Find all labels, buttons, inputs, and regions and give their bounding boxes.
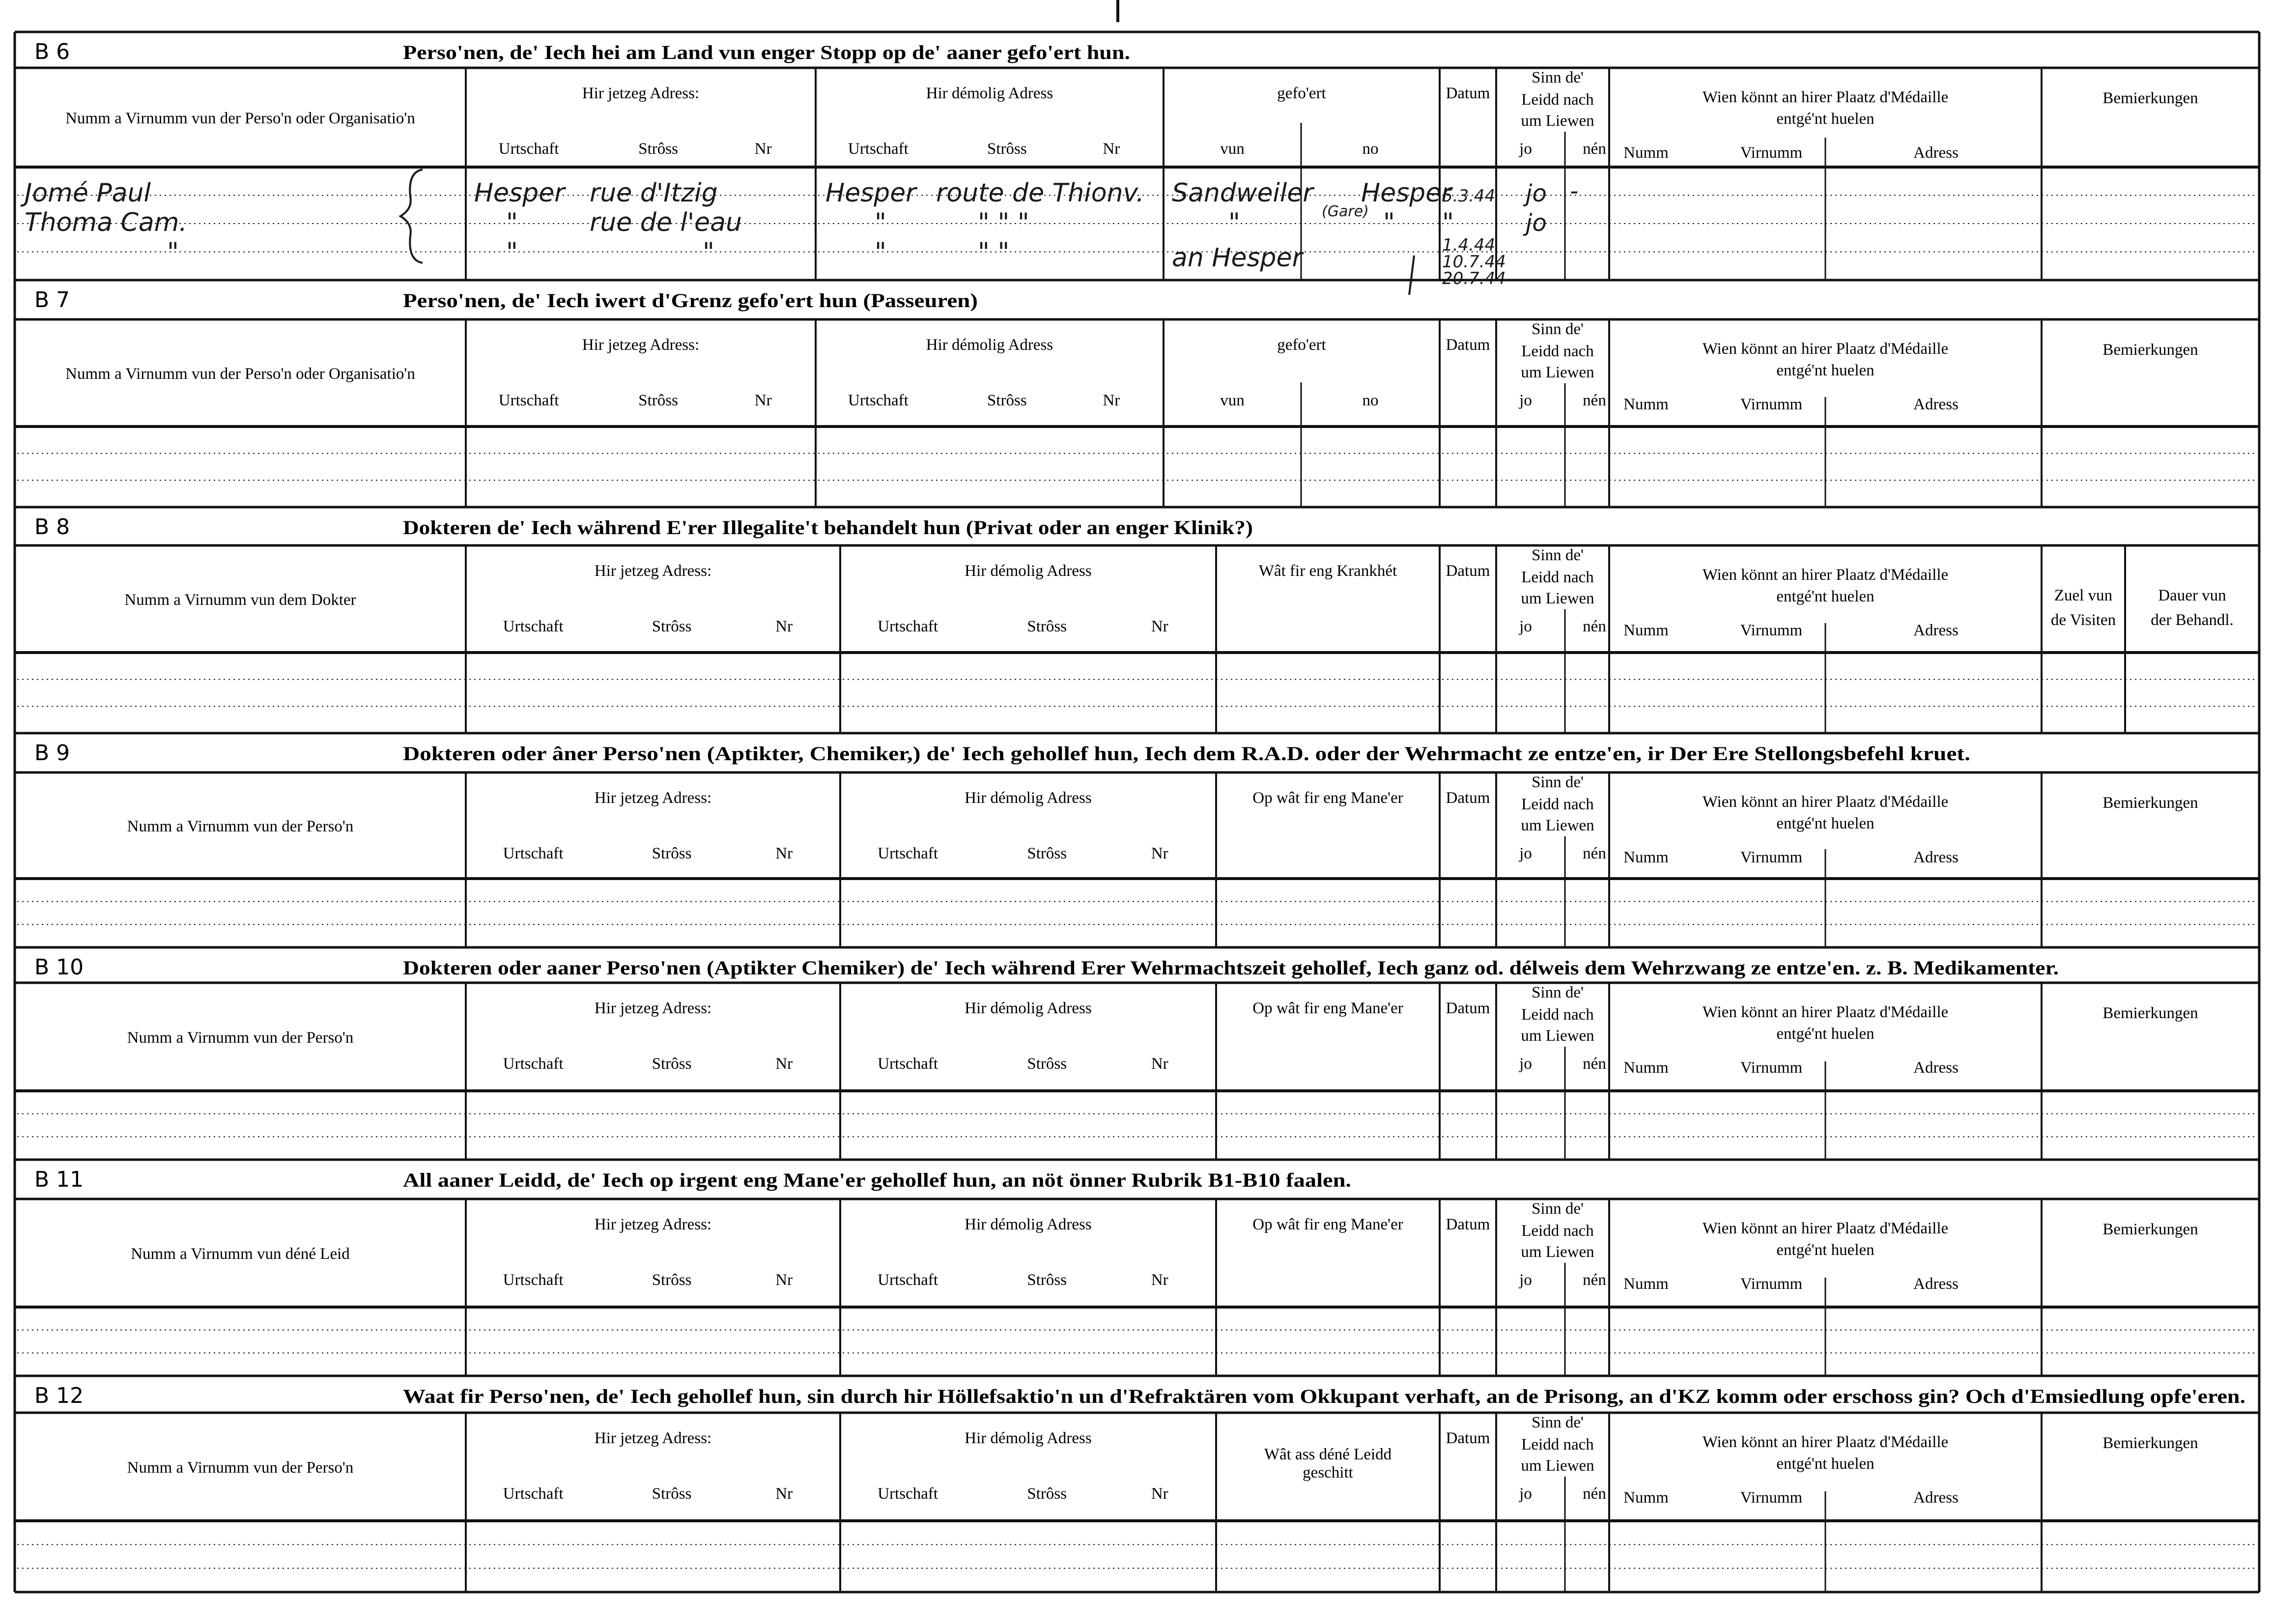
nr-label: Nr (775, 1271, 793, 1289)
section-title: Perso'nen, de' Iech hei am Land vun enger Stopp op de' aaner gefo'ert hun. (403, 41, 1130, 63)
urtschaft-label: Urtschaft (878, 1271, 938, 1289)
old_addr-header: Hir démolig Adress (926, 85, 1053, 102)
numm-label: Numm (1623, 1059, 1669, 1077)
entry-old-street: route de Thionv. (936, 178, 1144, 208)
entry-date: 20.7.44 (1442, 269, 1506, 288)
urtschaft-label: Urtschaft (498, 140, 559, 158)
entry-old-town: " (875, 208, 886, 237)
name-column-header: Numm a Virnumm vun der Perso'n (127, 1029, 354, 1047)
stross-label: Strôss (987, 140, 1027, 158)
nr-label: Nr (1151, 1271, 1168, 1289)
urtschaft-label: Urtschaft (848, 392, 909, 409)
section-code: B 11 (34, 1167, 84, 1192)
jo-label: jo (1519, 845, 1532, 862)
entry-old-town: " (875, 237, 886, 267)
wien-header: Wien könnt an hirer Plaatz d'Médaille (1702, 1433, 1949, 1451)
extra1-header: Zuel vun (2054, 587, 2113, 604)
sinn-header: Leidd nach (1521, 1436, 1594, 1453)
wien-header: entgé'nt huelen (1776, 110, 1874, 128)
datum-header: Datum (1446, 562, 1490, 580)
entry-nen: - (1570, 177, 1579, 205)
stross-label: Strôss (1027, 1271, 1067, 1289)
handwritten-bracket (400, 170, 423, 263)
entry-date: " (1442, 208, 1454, 237)
col3-header: Op wât fir eng Mane'er (1252, 999, 1403, 1017)
section-code: B 6 (34, 39, 70, 64)
virnumm-label: Virnumm (1740, 849, 1803, 866)
entry-current-street: rue de l'eau (590, 208, 742, 237)
name-column-header: Numm a Virnumm vun der Perso'n (127, 818, 354, 835)
old_addr-header: Hir démolig Adress (965, 999, 1092, 1017)
adress-label: Adress (1913, 1275, 1959, 1293)
section-code: B 12 (34, 1383, 84, 1408)
numm-label: Numm (1623, 622, 1669, 639)
section-code: B 10 (34, 955, 84, 980)
sinn-header: um Liewen (1521, 364, 1594, 381)
col3-header: Wât fir eng Krankhét (1258, 562, 1397, 580)
section-title: Dokteren oder âner Perso'nen (Aptikter, Chemiker,) de' Iech gehollef hun, Iech dem R.A.D. oder der Wehrmacht ze entze'en, ir Der Ere Stellongsbefehl kruet. (403, 742, 1970, 765)
stross-label: Strôss (652, 1485, 692, 1503)
entry-jo: jo (1526, 180, 1547, 207)
sinn-header: Sinn de' (1532, 69, 1584, 86)
sinn-header: Sinn de' (1532, 773, 1584, 791)
col3-header: Op wât fir eng Mane'er (1252, 1216, 1403, 1233)
bemierkungen-header: Bemierkungen (2102, 1221, 2198, 1238)
name-column-header: Numm a Virnumm vun dem Dokter (124, 591, 356, 609)
bemierkungen-header: Bemierkungen (2102, 1004, 2198, 1022)
nr-label: Nr (775, 845, 793, 862)
urtschaft-label: Urtschaft (503, 1271, 564, 1289)
name-column-header: Numm a Virnumm vun der Perso'n oder Organisatio'n (65, 365, 415, 383)
vun-label: vun (1220, 392, 1245, 409)
nr-label: Nr (1103, 392, 1120, 409)
extra2-header: der Behandl. (2151, 611, 2234, 629)
sinn-header: um Liewen (1521, 1243, 1594, 1261)
name-column-header: Numm a Virnumm vun der Perso'n oder Organisatio'n (65, 110, 415, 127)
urtschaft-label: Urtschaft (503, 845, 564, 862)
nen-label: nén (1583, 392, 1606, 409)
wien-header: entgé'nt huelen (1776, 1455, 1874, 1473)
entry-date: 10.7.44 (1442, 252, 1506, 272)
numm-label: Numm (1623, 396, 1669, 413)
jo-label: jo (1519, 140, 1532, 158)
section-title: Perso'nen, de' Iech iwert d'Grenz gefo'ert hun (Passeuren) (403, 289, 978, 312)
stross-label: Strôss (652, 1271, 692, 1289)
cur_addr-header: Hir jetzeg Adress: (594, 999, 712, 1017)
entry-name: Jomé Paul (25, 178, 151, 208)
section-title: All aaner Leidd, de' Iech op irgent eng Mane'er gehollef hun, an nöt önner Rubrik B1-B10 faalen. (403, 1169, 1351, 1191)
entry-from: Sandweiler (1172, 178, 1313, 208)
urtschaft-label: Urtschaft (878, 1055, 938, 1073)
jo-label: jo (1519, 392, 1532, 409)
jo-label: jo (1519, 1485, 1532, 1503)
datum-header: Datum (1446, 789, 1490, 807)
stross-label: Strôss (652, 1055, 692, 1073)
nr-label: Nr (775, 1055, 793, 1073)
nr-label: Nr (1151, 1055, 1168, 1073)
cur_addr-header: Hir jetzeg Adress: (594, 562, 712, 580)
entry-current-town: " (506, 237, 518, 267)
gefoert-header: gefo'ert (1277, 85, 1326, 102)
entry-from: an Hesper (1172, 243, 1303, 273)
numm-label: Numm (1623, 144, 1669, 162)
adress-label: Adress (1913, 1489, 1959, 1507)
stross-label: Strôss (652, 845, 692, 862)
datum-header: Datum (1446, 336, 1490, 354)
wien-header: entgé'nt huelen (1776, 362, 1874, 379)
numm-label: Numm (1623, 1275, 1669, 1293)
old_addr-header: Hir démolig Adress (965, 562, 1092, 580)
urtschaft-label: Urtschaft (498, 392, 559, 409)
urtschaft-label: Urtschaft (503, 1485, 564, 1503)
sinn-header: um Liewen (1521, 590, 1594, 607)
cur_addr-header: Hir jetzeg Adress: (594, 1216, 712, 1233)
nr-label: Nr (1151, 845, 1168, 862)
entry-to-note: (Gare) (1322, 203, 1369, 220)
nr-label: Nr (754, 392, 772, 409)
bemierkungen-header: Bemierkungen (2102, 794, 2198, 812)
nr-label: Nr (775, 618, 793, 635)
sinn-header: Leidd nach (1521, 569, 1594, 586)
virnumm-label: Virnumm (1740, 1489, 1803, 1507)
cur_addr-header: Hir jetzeg Adress: (594, 789, 712, 807)
wien-header: Wien könnt an hirer Plaatz d'Médaille (1702, 88, 1949, 106)
extra1-header: de Visiten (2050, 611, 2116, 629)
adress-label: Adress (1913, 1059, 1959, 1077)
nen-label: nén (1583, 1055, 1606, 1073)
virnumm-label: Virnumm (1740, 1059, 1803, 1077)
entry-old-street: " " " (978, 208, 1029, 237)
virnumm-label: Virnumm (1740, 1275, 1803, 1293)
stross-label: Strôss (987, 392, 1027, 409)
section-code: B 8 (34, 514, 70, 540)
nen-label: nén (1583, 1485, 1606, 1503)
bemierkungen-header: Bemierkungen (2102, 89, 2198, 107)
entry-name: Thoma Cam. (25, 208, 187, 237)
jo-label: jo (1519, 1271, 1532, 1289)
sinn-header: um Liewen (1521, 1457, 1594, 1475)
sinn-header: Leidd nach (1521, 342, 1594, 360)
urtschaft-label: Urtschaft (878, 1485, 938, 1503)
adress-label: Adress (1913, 144, 1959, 162)
sinn-header: Sinn de' (1532, 546, 1584, 564)
sinn-header: Sinn de' (1532, 1414, 1584, 1431)
old_addr-header: Hir démolig Adress (965, 1216, 1092, 1233)
adress-label: Adress (1913, 622, 1959, 639)
datum-header: Datum (1446, 1429, 1490, 1447)
urtschaft-label: Urtschaft (878, 845, 938, 862)
datum-header: Datum (1446, 1216, 1490, 1233)
section-title: Dokteren de' Iech während E'rer Illegalite't behandelt hun (Privat oder an enger Klinik?) (403, 516, 1253, 539)
section-code: B 9 (34, 741, 70, 766)
nen-label: nén (1583, 618, 1606, 635)
sinn-header: um Liewen (1521, 1027, 1594, 1045)
vun-label: vun (1220, 140, 1245, 158)
wien-header: Wien könnt an hirer Plaatz d'Médaille (1702, 340, 1949, 358)
wien-header: entgé'nt huelen (1776, 1241, 1874, 1259)
entry-current-street: " (703, 237, 714, 267)
stross-label: Strôss (1027, 618, 1067, 635)
section-code: B 7 (34, 287, 70, 313)
entry-name: " (167, 237, 179, 267)
col3-header: Op wât fir eng Mane'er (1252, 789, 1403, 807)
numm-label: Numm (1623, 1489, 1669, 1507)
jo-label: jo (1519, 618, 1532, 635)
wien-header: entgé'nt huelen (1776, 588, 1874, 605)
wien-header: entgé'nt huelen (1776, 1025, 1874, 1043)
entry-current-town: Hesper (474, 178, 565, 208)
nr-label: Nr (775, 1485, 793, 1503)
sinn-header: Sinn de' (1532, 320, 1584, 338)
bemierkungen-header: Bemierkungen (2102, 341, 2198, 359)
entry-date: 1.4.44 (1442, 235, 1496, 255)
nen-label: nén (1583, 1271, 1606, 1289)
handwritten-stroke (1409, 256, 1414, 295)
entry-to: Hesper (1361, 178, 1452, 208)
stross-label: Strôss (1027, 1055, 1067, 1073)
sinn-header: um Liewen (1521, 112, 1594, 130)
datum-header: Datum (1446, 85, 1490, 102)
urtschaft-label: Urtschaft (878, 618, 938, 635)
stross-label: Strôss (652, 618, 692, 635)
name-column-header: Numm a Virnumm vun déné Leid (131, 1245, 350, 1263)
entry-date: 5.3.44 (1442, 186, 1496, 206)
sinn-header: Leidd nach (1521, 1006, 1594, 1024)
sinn-header: Leidd nach (1521, 796, 1594, 813)
sinn-header: um Liewen (1521, 817, 1594, 834)
entry-current-town: " (506, 208, 518, 237)
stross-label: Strôss (638, 140, 678, 158)
sinn-header: Leidd nach (1521, 91, 1594, 109)
urtschaft-label: Urtschaft (503, 618, 564, 635)
wien-header: Wien könnt an hirer Plaatz d'Médaille (1702, 566, 1949, 584)
wien-header: Wien könnt an hirer Plaatz d'Médaille (1702, 793, 1949, 811)
name-column-header: Numm a Virnumm vun der Perso'n (127, 1459, 354, 1477)
col3-header: Wât ass déné Leidd (1264, 1446, 1392, 1463)
entry-old-street: " " (978, 237, 1010, 267)
cur_addr-header: Hir jetzeg Adress: (594, 1429, 712, 1447)
sinn-header: Sinn de' (1532, 984, 1584, 1001)
extra2-header: Dauer vun (2158, 587, 2226, 604)
section-title: Waat fir Perso'nen, de' Iech gehollef hun, sin durch hir Höllefsaktio'n un d'Refraktären vom Okkupant verhaft, an de Prisong, an d'KZ komm oder erschoss gin? Och d'Emsiedlung opfe'eren. (403, 1385, 2245, 1407)
urtschaft-label: Urtschaft (848, 140, 909, 158)
datum-header: Datum (1446, 999, 1490, 1017)
old_addr-header: Hir démolig Adress (926, 336, 1053, 354)
stross-label: Strôss (638, 392, 678, 409)
sinn-header: Leidd nach (1521, 1222, 1594, 1240)
stross-label: Strôss (1027, 1485, 1067, 1503)
virnumm-label: Virnumm (1740, 144, 1803, 162)
no-label: no (1362, 140, 1379, 158)
wien-header: entgé'nt huelen (1776, 815, 1874, 832)
entry-to: " (1383, 208, 1395, 237)
section-title: Dokteren oder aaner Perso'nen (Aptikter Chemiker) de' Iech während Erer Wehrmachtszeit gehollef, Iech ganz od. délweis dem Wehrzwang ze entze'en. z. B. Medikamenter. (403, 957, 2059, 979)
nr-label: Nr (1151, 1485, 1168, 1503)
gefoert-header: gefo'ert (1277, 336, 1326, 354)
entry-old-town: Hesper (825, 178, 916, 208)
cur_addr-header: Hir jetzeg Adress: (582, 85, 700, 102)
virnumm-label: Virnumm (1740, 396, 1803, 413)
virnumm-label: Virnumm (1740, 622, 1803, 639)
adress-label: Adress (1913, 396, 1959, 413)
nr-label: Nr (754, 140, 772, 158)
no-label: no (1362, 392, 1379, 409)
stross-label: Strôss (1027, 845, 1067, 862)
cur_addr-header: Hir jetzeg Adress: (582, 336, 700, 354)
nen-label: nén (1583, 140, 1606, 158)
nen-label: nén (1583, 845, 1606, 862)
numm-label: Numm (1623, 849, 1669, 866)
sinn-header: Sinn de' (1532, 1200, 1584, 1218)
nr-label: Nr (1151, 618, 1168, 635)
entry-current-street: rue d'Itzig (590, 178, 718, 208)
col3-header: geschitt (1303, 1464, 1353, 1482)
bemierkungen-header: Bemierkungen (2102, 1434, 2198, 1452)
entry-from: " (1228, 208, 1240, 237)
wien-header: Wien könnt an hirer Plaatz d'Médaille (1702, 1220, 1949, 1237)
nr-label: Nr (1103, 140, 1120, 158)
entry-jo: jo (1526, 209, 1547, 237)
adress-label: Adress (1913, 849, 1959, 866)
wien-header: Wien könnt an hirer Plaatz d'Médaille (1702, 1003, 1949, 1021)
old_addr-header: Hir démolig Adress (965, 789, 1092, 807)
urtschaft-label: Urtschaft (503, 1055, 564, 1073)
jo-label: jo (1519, 1055, 1532, 1073)
old_addr-header: Hir démolig Adress (965, 1429, 1092, 1447)
